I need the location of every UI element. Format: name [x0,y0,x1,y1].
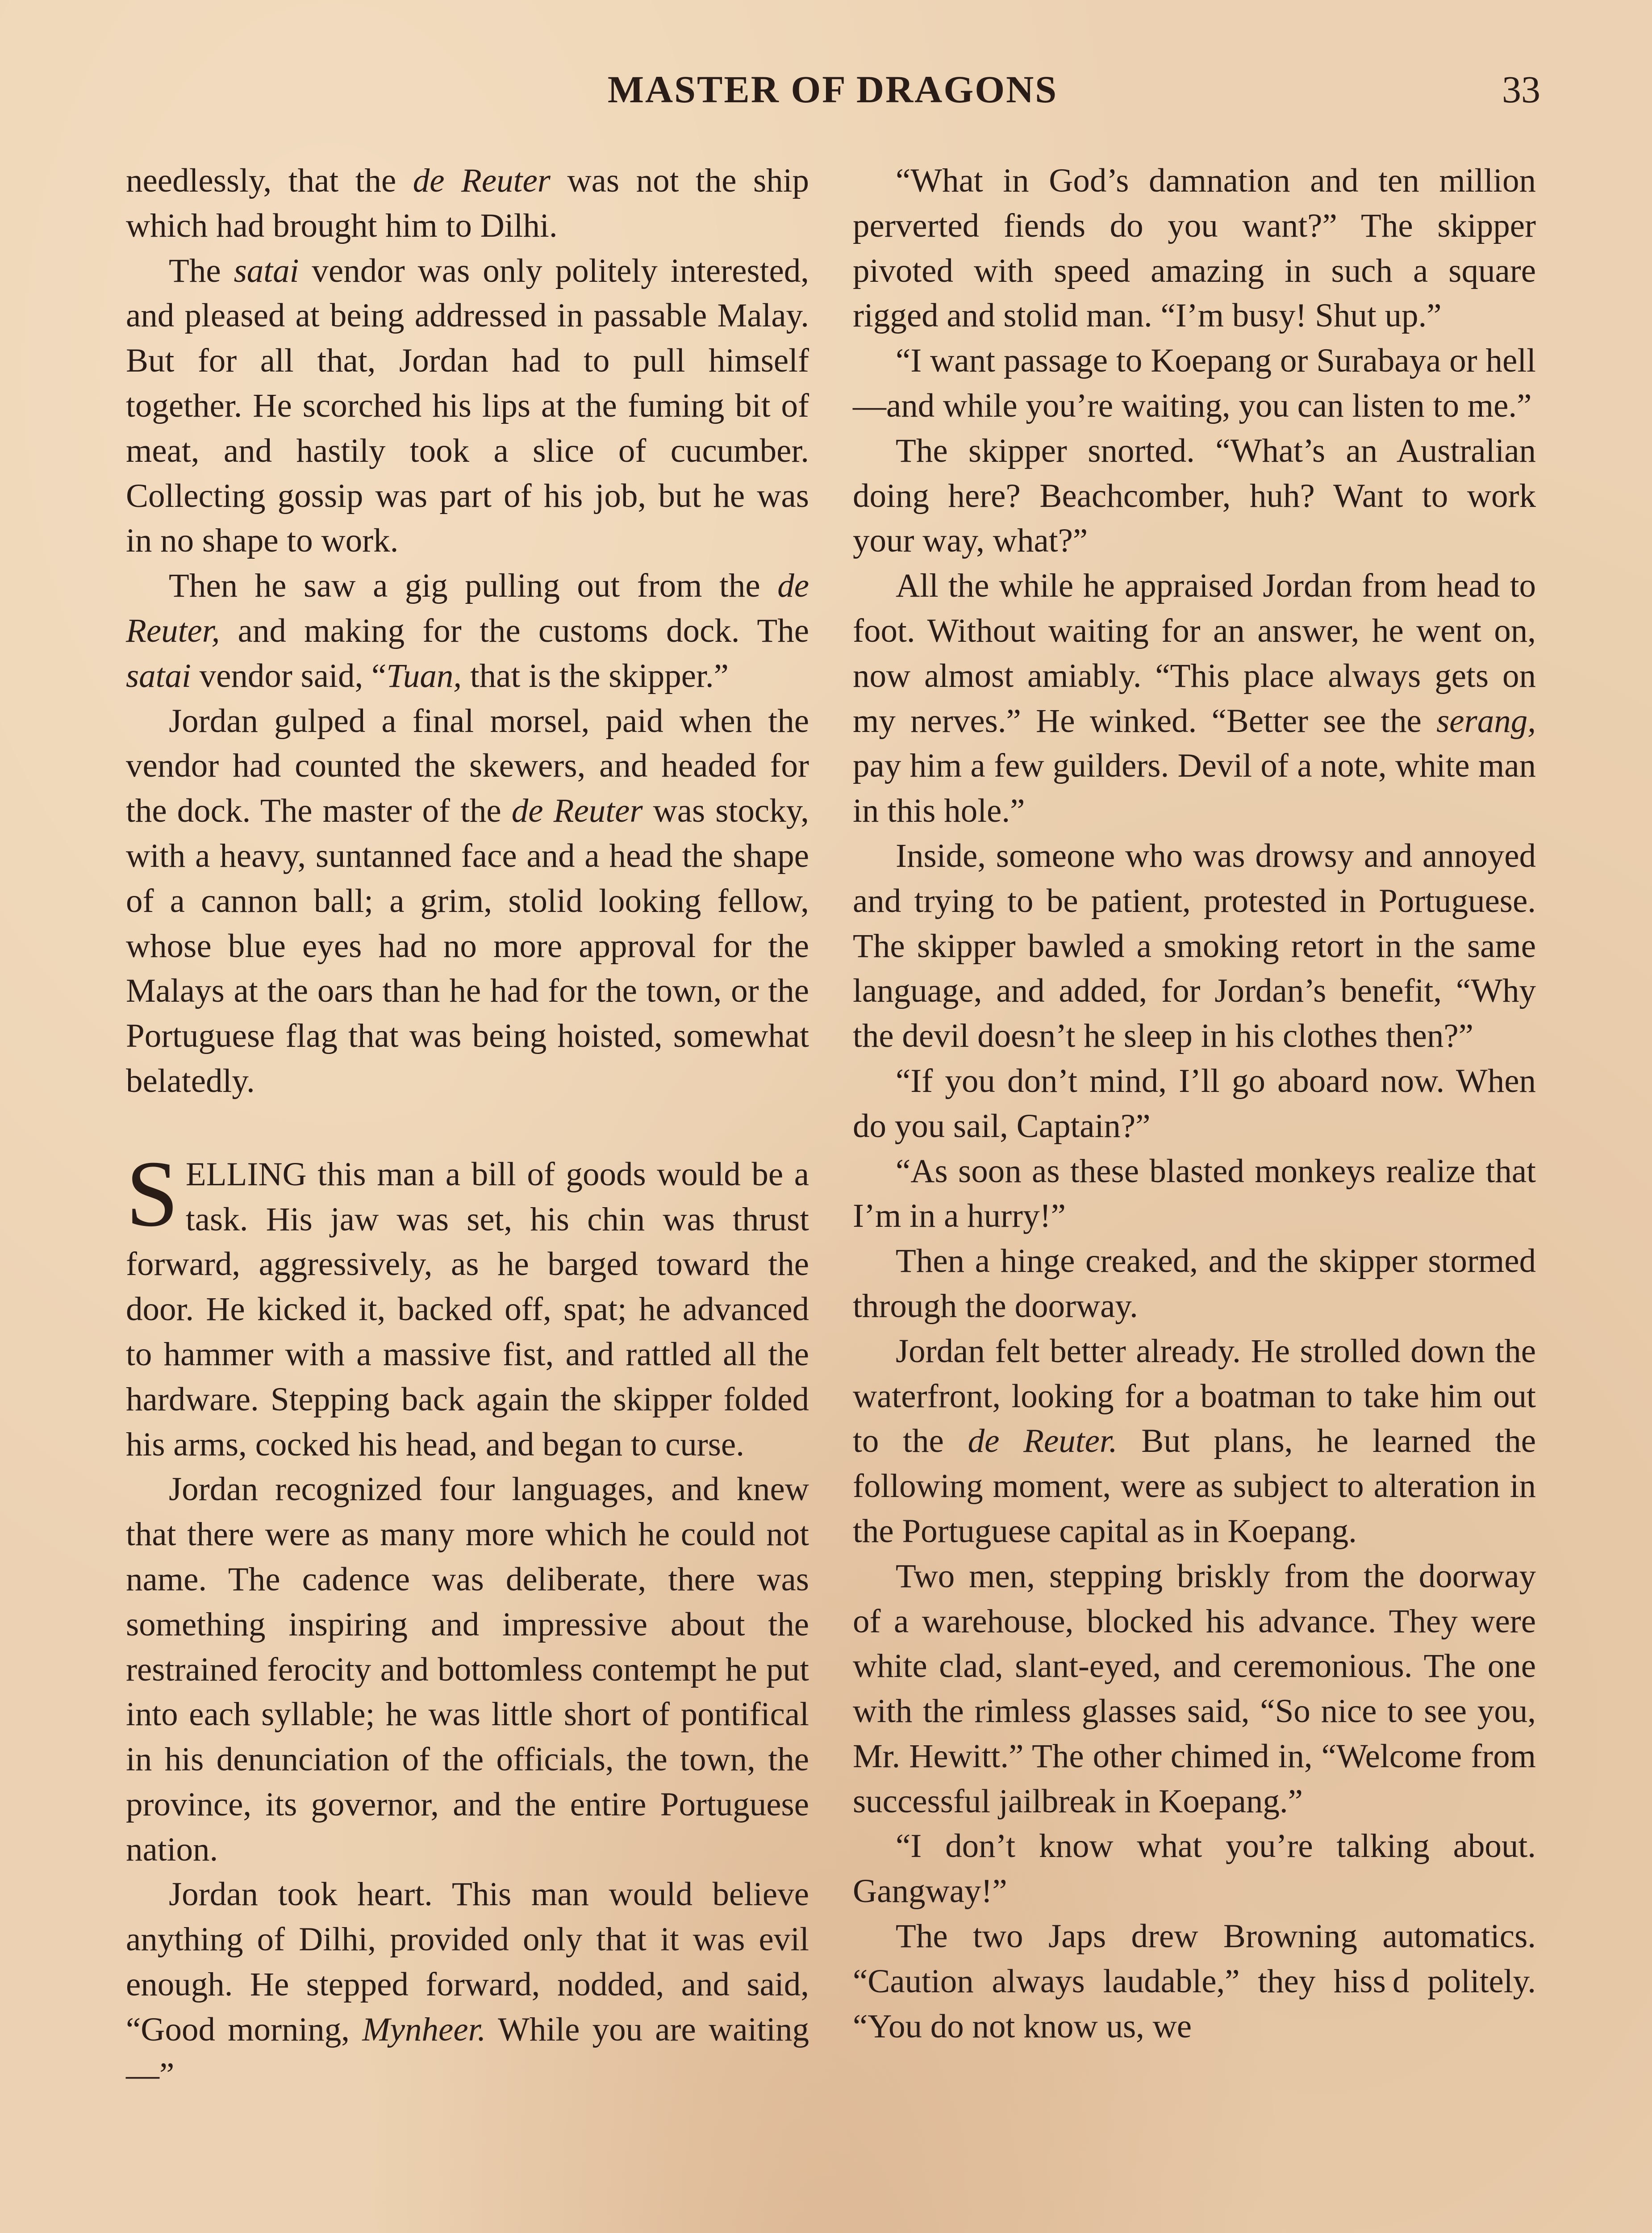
paragraph: Then a hinge creaked, and the skipper stormed through the doorway. [853,1242,1536,1325]
paragraph-text: ELLING this man a bill of goods would be a task. His jaw was set, his chin was thrust forward, aggressively, as he barged toward the door. He kicked it, backed off, spat; he advanced to hammer with a massive fist, and rattled all the hardware. Stepping back again the skipper folded his arms, cocked his head, and began to curse. [126,1155,809,1463]
italic-phrase: de Reuter [413,162,551,199]
paragraph: All the while he appraised Jordan from head to foot. Without waiting for an answer, he went on, now almost amiably. “This place always gets on my nerves.” He winked. “Better see the serang, pay him a few guilders. Devil of a note, white man in this hole.” [853,567,1536,830]
italic-phrase: satai [234,252,299,289]
italic-phrase: de Reuter, [126,567,809,649]
italic-phrase: satai [126,657,191,694]
paragraph: “I don’t know what you’re talking about. Gangway!” [853,1827,1536,1910]
paragraph: Jordan took heart. This man would believe anything of Dilhi, provided only that it was evil enough. He stepped forward, nodded, and said, “Good morning, Mynheer. While you are waiting—” [126,1876,809,2093]
italic-phrase: Tuan, [386,657,462,694]
page-number: 33 [1502,68,1540,111]
paragraph: Jordan gulped a final morsel, paid when the vendor had counted the skewers, and headed for the dock. The master of the de Reuter was stocky, with a heavy, suntanned face and a head the shape of a cannon ball; a grim, stolid looking fellow, whose blue eyes had no more approval for the Malays at the oars than he had for the town, or the Portuguese flag that was being hoisted, somewhat belatedly. [126,702,809,1100]
paragraph: “If you don’t mind, I’ll go aboard now. When do you sail, Captain?” [853,1062,1536,1145]
paragraph: Two men, stepping briskly from the doorway of a warehouse, blocked his advance. They were white clad, slant-eyed, and ceremonious. The one with the rimless glasses said, “So nice to see you, Mr. Hewitt.” The other chimed in, “Welcome from successful jailbreak in Koepang.” [853,1557,1536,1820]
paragraph: Jordan recognized four languages, and knew that there were as many more which he could not name. The cadence was deliberate, there was something inspiring and impressive about the restrained ferocity and bottomless contempt he put into each syllable; he was little short of pontifical in his denunciation of the officials, the town, the province, its governor, and the entire Portuguese nation. [126,1471,809,1868]
paragraph: Jordan felt better already. He strolled down the waterfront, looking for a boatman to take him out to the de Reuter. But plans, he learned the following moment, were as subject to alteration in the Portuguese capital as in Koepang. [853,1332,1536,1550]
right-column [853,159,1536,2049]
italic-phrase: de Reuter. [968,1422,1118,1460]
italic-phrase: Mynheer. [362,2011,486,2048]
drop-cap: S [126,1141,179,1246]
paragraph: “What in God’s damnation and ten million perverted fiends do you want?” The skipper pivoted with speed amazing in such a square rigged and stolid man. “I’m busy! Shut up.” [853,162,1536,335]
paragraph: The satai vendor was only politely interested, and pleased at being addressed in passable Malay. But for all that, Jordan had to pull himself together. He scorched his lips at the fuming bit of meat, and hastily took a slice of cucumber. Collecting gossip was part of his job, but he was in no shape to work. [126,252,809,560]
paragraph: The skipper snorted. “What’s an Australian doing here? Beachcomber, huh? Want to work your way, what?” [853,432,1536,560]
italic-phrase: serang, [1436,702,1536,740]
paragraph: needlessly, that the de Reuter was not the ship which had brought him to Dilhi. [126,162,809,244]
section-start-paragraph [126,1141,809,1468]
paragraph: “I want passage to Koepang or Surabaya or hell—and while you’re waiting, you can listen to me.” [853,342,1536,424]
paragraph: Then he saw a gig pulling out from the de Reuter, and making for the customs dock. The satai vendor said, “Tuan, that is the skipper.” [126,567,809,694]
left-column [126,159,809,2097]
paragraph: “As soon as these blasted monkeys realize that I’m in a hurry!” [853,1152,1536,1235]
italic-phrase: de Reuter [511,792,643,830]
running-header-title: MASTER OF DRAGONS [607,68,1058,111]
paragraph: The two Japs drew Browning automatics. “Caution always laudable,” they hiss d politely. “You do not know us, we [853,1918,1536,2045]
paragraph: Inside, someone who was drowsy and annoyed and trying to be patient, protested in Portuguese. The skipper bawled a smoking retort in the same language, and added, for Jordan’s benefit, “Why the devil doesn’t he sleep in his clothes then?” [853,837,1536,1055]
